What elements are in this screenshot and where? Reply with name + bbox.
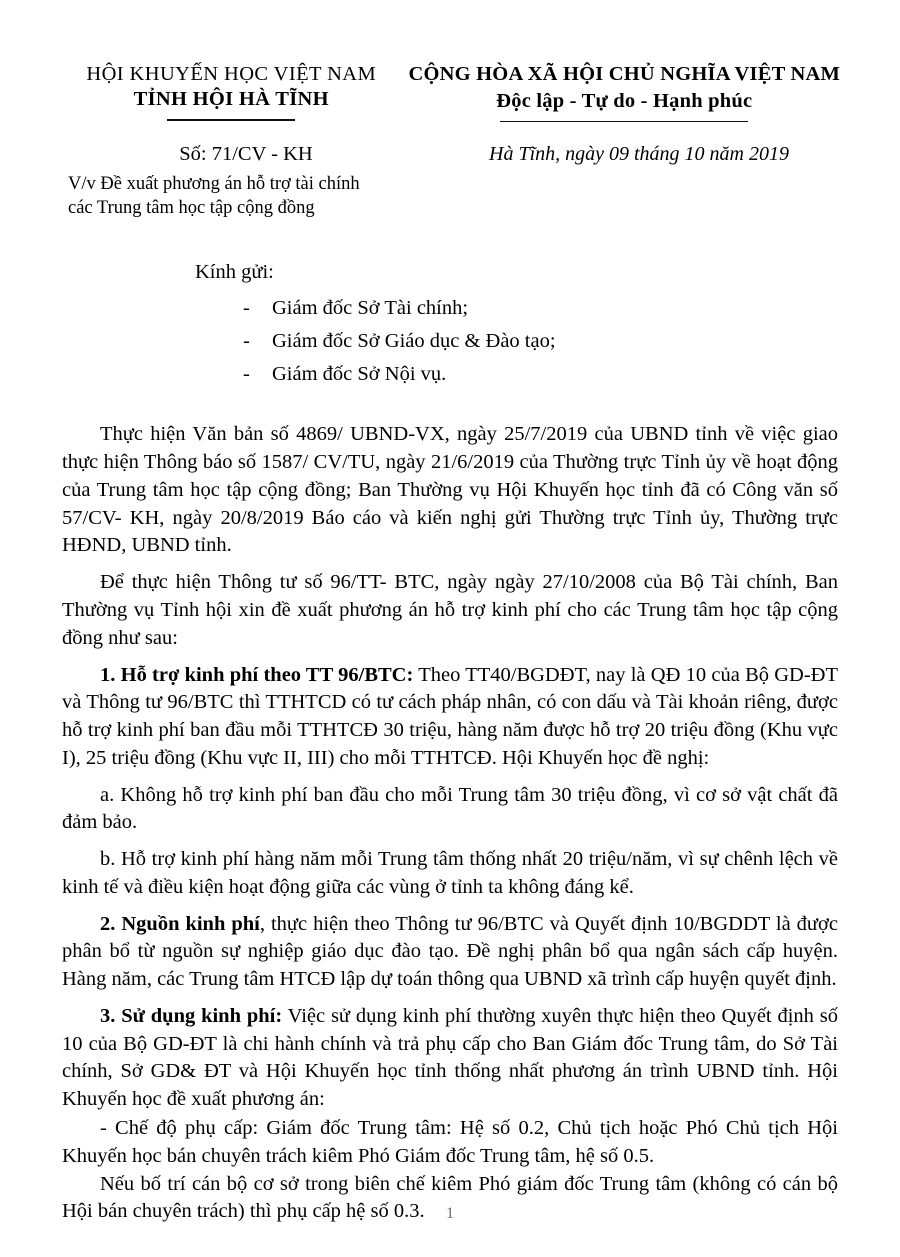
organization-underline [167,119,295,121]
section-1-item-b: b. Hỗ trợ kinh phí hàng năm mỗi Trung tâm thống nhất 20 triệu/năm, vì sự chênh lệch về kinh tế và điều kiện hoạt động giữa các vùng ở tỉnh ta không đáng kể. [62,848,838,898]
organization-name-national: HỘI KHUYẾN HỌC VIỆT NAM [86,63,377,85]
subject-line-1: V/v Đề xuất phương án hỗ trợ tài chính [68,173,360,194]
section-3-heading: 3. Sử dụng kinh phí: [100,1004,283,1027]
recipients-block [0,221,900,391]
document-meta-row [0,122,900,221]
place-date-block [432,141,840,167]
section-1-item-a: a. Không hỗ trợ kinh phí ban đầu cho mỗi Trung tâm 30 triệu đồng, vì cơ sở vật chất đã đảm bảo. [62,783,838,834]
section-3-text: Việc sử dụng kinh phí thường xuyên thực hiện theo Quyết định số 10 của Bộ GD-ĐT là chi hành chính và trả phụ cấp cho Ban Giám đốc Trung tâm, do Sở Tài chính, Sở GD& ĐT và Hội Khuyến học tỉnh thống nhất phương án trình UBND tỉnh. Hội Khuyến học đề xuất phương án: [62,1004,838,1111]
recipient-label: Giám đốc Sở Giáo dục & Đào tạo; [272,330,556,352]
paragraph-allowance-coefficients: - Chế độ phụ cấp: Giám đốc Trung tâm: Hệ số 0.2, Chủ tịch hoặc Phó Chủ tịch Hội Khuyến học bán chuyên trách kiêm Phó Giám đốc Trung tâm, hệ số 0.5. [62,1117,838,1167]
recipient-item [60,292,840,325]
recipient-item [60,358,840,391]
recipient-label: Giám đốc Sở Nội vụ. [272,363,447,386]
recipient-dash: - [243,363,250,386]
national-heading [403,62,840,122]
document-reference-block [60,141,432,221]
document-subject [60,172,432,221]
national-motto-underline [500,121,748,123]
recipient-item [60,325,840,358]
recipient-dash: - [243,330,250,352]
section-1-heading: 1. Hỗ trợ kinh phí theo TT 96/BTC: [100,663,414,686]
section-2-heading: 2. Nguồn kinh phí [100,912,260,935]
national-title: CỘNG HÒA XÃ HỘI CHỦ NGHĨA VIỆT NAM [408,63,840,85]
place-and-date: Hà Tĩnh, ngày 09 tháng 10 năm 2019 [489,143,789,166]
paragraph-intro-1: Thực hiện Văn bản số 4869/ UBND-VX, ngày 25/7/2019 của UBND tỉnh về việc giao thực hiện Thông báo số 1587/ CV/TU, ngày 21/6/2019 của Thường trực Tỉnh ủy về hoạt động của Trung tâm học tập cộng đồng; Ban Thường vụ Hội Khuyến học tỉnh đã có Công văn số 57/CV- KH, ngày 20/8/2019 Báo cáo và kiến nghị gửi Thường trực Tỉnh ủy, Thường trực HĐND, UBND tỉnh. [62,423,838,557]
section-3-funding-use [62,1003,838,1114]
section-2-funding-source [62,911,838,994]
recipients-list [60,292,840,392]
issuing-organization [60,62,403,121]
recipient-dash: - [243,296,250,319]
organization-name-province: TỈNH HỘI HÀ TĨNH [133,88,329,110]
document-number: Số: 71/CV - KH [179,143,313,166]
paragraph-intro-2: Để thực hiện Thông tư số 96/TT- BTC, ngày ngày 27/10/2008 của Bộ Tài chính, Ban Thường vụ Tỉnh hội xin đề xuất phương án hỗ trợ kinh phí cho các Trung tâm học tập cộng đồng như sau: [62,571,838,649]
subject-line-2: các Trung tâm học tập cộng đồng [68,198,315,219]
recipients-label: Kính gửi: [195,261,274,284]
letterhead [0,0,900,122]
recipient-label: Giám đốc Sở Tài chính; [272,296,469,319]
national-motto: Độc lập - Tự do - Hạnh phúc [496,90,753,112]
page-number: 1 [446,1205,454,1222]
section-1-funding-support [62,662,838,773]
document-body [0,391,900,1226]
section-1-text: Theo TT40/BGDĐT, nay là QĐ 10 của Bộ GD-ĐT và Thông tư 96/BTC thì TTHTCD có tư cách pháp nhân, có con dấu và Tài khoản riêng, được hỗ trợ kinh phí ban đầu mỗi TTHTCĐ 30 triệu, hàng năm được hỗ trợ 20 triệu đồng (Khu vực I), 25 triệu đồng (Khu vực II, III) cho mỗi TTHTCĐ. Hội Khuyến học đề nghị: [62,663,839,769]
section-2-text: , thực hiện theo Thông tư 96/BTC và Quyết định 10/BGDDT là được phân bổ từ nguồn sự nghiệp giáo dục đào tạo. Đề nghị phân bổ qua ngân sách cấp huyện. Hàng năm, các Trung tâm HTCĐ lập dự toán thông qua UBND xã trình cấp huyện quyết định. [62,912,838,991]
paragraph-final-condition: Nếu bố trí cán bộ cơ sở trong biên chế kiêm Phó giám đốc Trung tâm (không có cán bộ Hội bán chuyên trách) thì phụ cấp hệ số 0.3. [62,1172,838,1223]
